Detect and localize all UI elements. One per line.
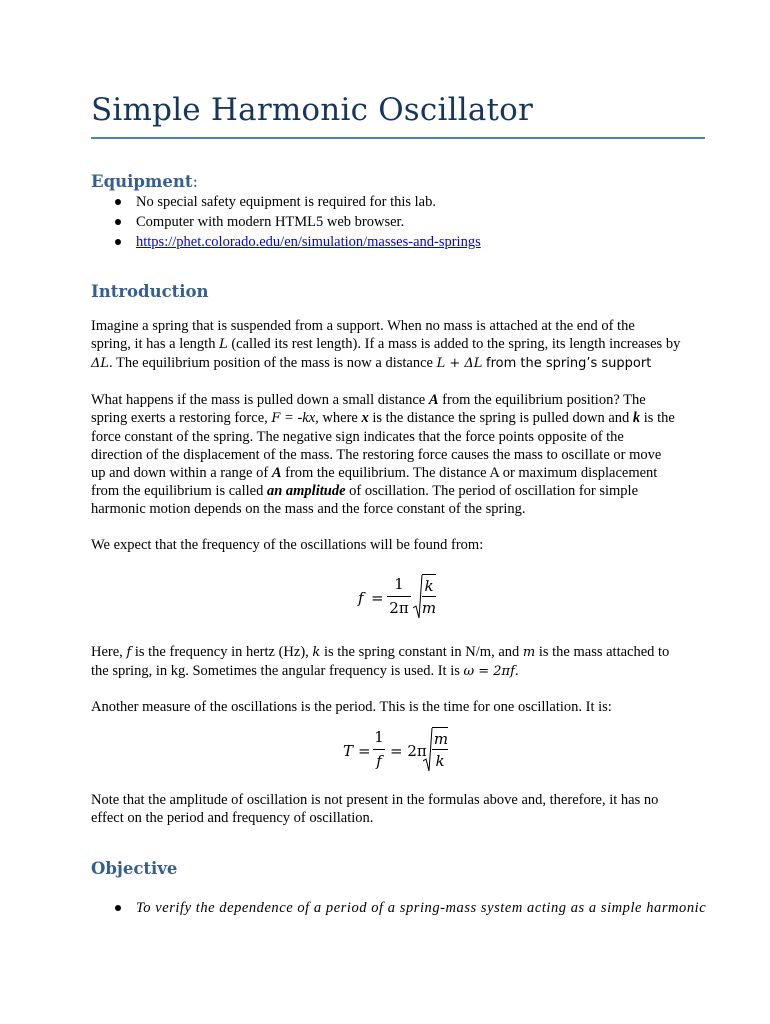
text-line: Another measure of the oscillations is the period. This is the time for one oscillation. It is: bbox=[91, 699, 612, 715]
formula-equals: = bbox=[358, 742, 371, 760]
radical-overline bbox=[432, 727, 448, 728]
list-item bbox=[91, 898, 706, 918]
math-k: k bbox=[312, 645, 321, 660]
equipment-heading-colon: : bbox=[192, 172, 199, 191]
text-line bbox=[91, 335, 706, 354]
text-line: Note that the amplitude of oscillation is not present in the formulas above and, therefore, it has no bbox=[91, 792, 659, 808]
text-line: direction of the displacement of the mass. The restoring force causes the mass to oscillate or move bbox=[91, 447, 662, 463]
text-line bbox=[91, 482, 706, 500]
text-span: Here, bbox=[91, 644, 123, 660]
text-line bbox=[91, 464, 706, 482]
formula-radicand-denominator: m bbox=[421, 599, 437, 617]
formula-numerator: 1 bbox=[374, 728, 384, 746]
formula-lhs: T bbox=[343, 742, 354, 760]
objective-list bbox=[91, 898, 706, 918]
text-span: is the spring constant in N/m, and bbox=[323, 644, 520, 660]
text-span: of oscillation. The period of oscillation for simple bbox=[349, 483, 639, 499]
intro-paragraph-3 bbox=[91, 536, 706, 554]
math-omega: ω = 2πf bbox=[463, 664, 515, 679]
text-span: from the spring’s support bbox=[486, 356, 652, 371]
text-span: is the distance the spring is pulled down and bbox=[372, 410, 630, 426]
formula-lhs: f bbox=[358, 589, 364, 607]
text-span: from the equilibrium is called bbox=[91, 483, 264, 499]
text-line bbox=[91, 409, 706, 428]
period-formula bbox=[343, 725, 458, 777]
intro-paragraph-1 bbox=[91, 317, 706, 373]
title-underline bbox=[91, 137, 705, 139]
text-span: up and down within a range of bbox=[91, 465, 269, 481]
intro-paragraph-5 bbox=[91, 698, 706, 716]
formula-radicand-denominator: k bbox=[435, 752, 445, 770]
equipment-list bbox=[91, 192, 481, 252]
math-a: A bbox=[271, 465, 282, 481]
introduction-heading: Introduction bbox=[91, 282, 209, 301]
amplitude-term: an amplitude bbox=[266, 483, 346, 499]
list-item: Computer with modern HTML5 web browser. bbox=[91, 212, 481, 232]
text-line bbox=[91, 354, 706, 373]
intro-paragraph-4 bbox=[91, 643, 706, 681]
text-span: . The equilibrium position of the mass is now a distance bbox=[109, 355, 433, 371]
math-f: f bbox=[126, 645, 132, 660]
text-span: is the bbox=[643, 410, 675, 426]
fraction-bar bbox=[387, 596, 411, 597]
math-a: A bbox=[428, 392, 439, 408]
text-line bbox=[91, 391, 706, 409]
formula-denominator: 2π bbox=[389, 599, 409, 617]
math-f: F bbox=[271, 411, 281, 426]
fraction-bar bbox=[422, 596, 436, 597]
phet-simulation-link[interactable]: https://phet.colorado.edu/en/simulation/masses-and-springs bbox=[136, 234, 481, 250]
text-span: from the equilibrium. The distance A or maximum displacement bbox=[285, 465, 658, 481]
math-l-plus-delta-l: L + ΔL bbox=[436, 356, 483, 371]
text-line: Imagine a spring that is suspended from a support. When no mass is attached at the end of the bbox=[91, 318, 635, 334]
frequency-formula bbox=[358, 572, 448, 624]
fraction-bar bbox=[432, 749, 448, 750]
formula-radicand-numerator: k bbox=[424, 577, 434, 595]
text-line: harmonic motion depends on the mass and the force constant of the spring. bbox=[91, 501, 526, 517]
text-line: force constant of the spring. The negative sign indicates that the force points opposite of the bbox=[91, 429, 624, 445]
fraction-bar bbox=[373, 749, 385, 750]
equipment-heading-text: Equipment bbox=[91, 172, 193, 191]
text-span: is the mass attached to bbox=[538, 644, 670, 660]
math-x: x bbox=[361, 410, 369, 426]
radical-overline bbox=[422, 574, 436, 575]
text-span: is the frequency in hertz (Hz), bbox=[134, 644, 309, 660]
text-span: (called its rest length). If a mass is added to the spring, its length increases by bbox=[231, 336, 681, 352]
text-span: from the equilibrium position? The bbox=[442, 392, 646, 408]
formula-denominator: f bbox=[376, 752, 382, 770]
page-title: Simple Harmonic Oscillator bbox=[91, 92, 534, 128]
text-span: where bbox=[322, 410, 358, 426]
text-span: spring, it has a length bbox=[91, 336, 216, 352]
list-item: No special safety equipment is required for this lab. bbox=[91, 192, 481, 212]
equipment-heading bbox=[91, 172, 198, 191]
math-delta-l: ΔL bbox=[91, 356, 110, 371]
text-span: What happens if the mass is pulled down a small distance bbox=[91, 392, 426, 408]
text-span: the spring, in kg. Sometimes the angular frequency is used. It is bbox=[91, 663, 460, 679]
text-line: effect on the period and frequency of oscillation. bbox=[91, 810, 374, 826]
list-item bbox=[91, 232, 481, 252]
formula-radicand-numerator: m bbox=[433, 730, 449, 748]
intro-paragraph-6 bbox=[91, 791, 706, 827]
math-kx: = -kx, bbox=[284, 410, 319, 426]
formula-equals: = bbox=[371, 589, 384, 607]
math-m: m bbox=[522, 645, 536, 660]
formula-two-pi: = 2π bbox=[390, 742, 427, 760]
text-span: spring exerts a restoring force, bbox=[91, 410, 268, 426]
math-k: k bbox=[632, 410, 641, 426]
text-span: . bbox=[514, 663, 519, 679]
text-line: We expect that the frequency of the oscillations will be found from: bbox=[91, 537, 484, 553]
formula-numerator: 1 bbox=[394, 575, 404, 593]
math-l: L bbox=[219, 337, 228, 352]
text-line bbox=[91, 643, 706, 662]
objective-text: To verify the dependence of a period of a spring-mass system acting as a simple harmonic bbox=[136, 900, 707, 916]
objective-heading: Objective bbox=[91, 859, 178, 878]
text-line bbox=[91, 662, 706, 681]
intro-paragraph-2 bbox=[91, 391, 706, 518]
